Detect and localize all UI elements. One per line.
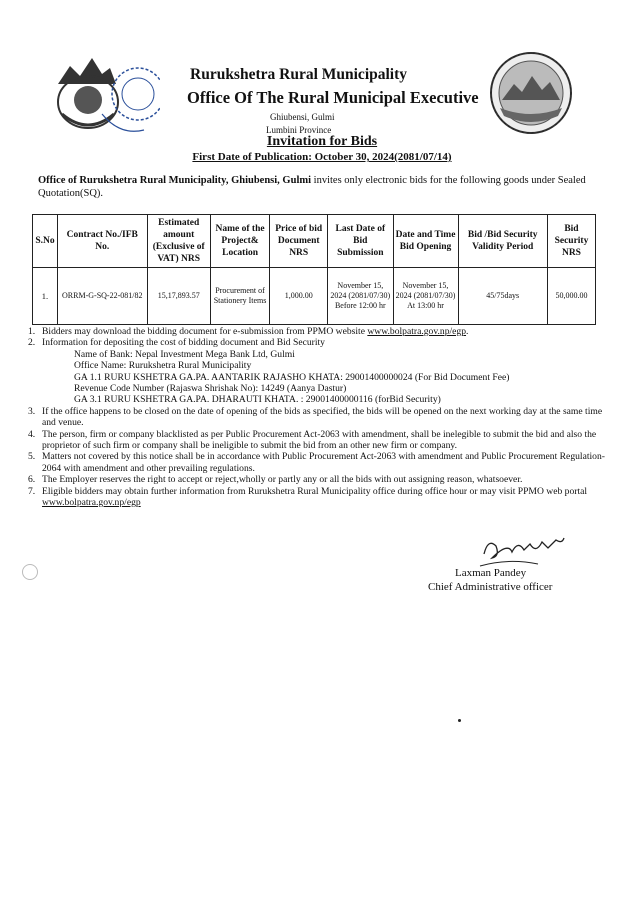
note-text: If the office happens to be closed on the date of opening of the bids as specified, the bids will be opened on the next working day at the same time and venue. [42,405,603,429]
table-cell: November 15, 2024 (2081/07/30) At 13:00 hr [393,268,458,325]
account-line-2: GA 3.1 RURU KSHETRA GA.PA. DHARAUTI KHATA. : 29001400000116 (forBid Security) [74,394,441,406]
col-header: Name of the Project& Location [210,215,270,268]
list-item [28,451,608,474]
intro-bold: Office of Rurukshetra Rural Municipality, Ghiubensi, Gulmi [38,175,312,186]
note-text: Matters not covered by this notice shall be in accordance with Public Procurement Act-2063 with amendment and Public Procurement Regulation-2064 with amendment and other prevailing regulations. [42,451,605,474]
note-text [42,486,608,509]
col-header: Price of bid Document NRS [270,215,328,268]
table-cell: 45/75days [458,268,547,325]
notice-title: Invitation for Bids [266,134,378,149]
ink-dot [458,719,461,722]
signatory-name: Laxman Pandey [455,567,527,579]
col-header: Contract No./IFB No. [57,215,147,268]
table-cell: November 15, 2024 (2081/07/30) Before 12:00 hr [328,268,393,325]
col-header: Last Date of Bid Submission [328,215,393,268]
col-header: Bid Security NRS [547,215,595,268]
note-number: 1. [28,326,36,337]
notes-list [28,326,608,509]
signatory-title: Chief Administrative officer [428,581,553,593]
note-7-text: Eligible bidders may obtain further information from Rurukshetra Rural Municipality office during office hour or may visit PPMO web portal [42,485,588,497]
col-header: Date and Time Bid Opening [393,215,458,268]
col-header: Bid /Bid Security Validity Period [458,215,547,268]
office-name-line: Office Name: Rurukshetra Rural Municipality [74,360,252,372]
municipality-name: Rurukshetra Rural Municipality [190,66,408,83]
table-cell: Procurement of Stationery Items [210,268,270,325]
list-item [28,474,608,485]
revenue-code-line: Revenue Code Number (Rajaswa Shrishak No): 14249 (Aanya Dastur) [74,383,347,395]
address-line-2: Lumbini Province [266,125,332,135]
bank-name-line: Name of Bank: Nepal Investment Mega Bank Ltd, Gulmi [74,348,295,360]
intro-paragraph [38,174,606,200]
note-text [42,326,608,337]
list-item [28,326,608,337]
list-item [28,486,608,509]
note-number: 7. [28,485,36,497]
note-text: The person, firm or company blacklisted as per Public Procurement Act-2063 with amendment, shall be inelegible to submit the bid and also the proprietor of such firm or company shall be ineligible to submit the bid from an other new firm or company. [42,428,597,452]
table-cell: 1. [33,268,58,325]
list-item [28,337,608,348]
punch-hole-mark [22,564,38,580]
municipality-logo-stamp [40,44,160,144]
table-cell: ORRM-G-SQ-22-081/82 [57,268,147,325]
col-header: Estimated amount (Exclusive of VAT) NRS [147,215,210,268]
note-1-end: . [466,326,469,337]
note-text: The Employer reserves the right to accept or reject,wholly or partly any or all the bids with out assigning reason, whatsoever. [42,474,523,486]
table-cell: 15,17,893.57 [147,268,210,325]
table-cell: 1,000.00 [270,268,328,325]
note-number: 2. [28,337,36,349]
ppmo-link[interactable]: www.bolpatra.gov.np/egp [367,326,467,337]
handwritten-signature [478,532,568,572]
note-1-text: Bidders may download the bidding document for e-submission from PPMO website [42,326,368,337]
note-number: 6. [28,474,36,486]
note-text: Information for depositing the cost of bidding document and Bid Security [42,337,325,349]
table-cell: 50,000.00 [547,268,595,325]
list-item [28,406,608,429]
list-item [28,429,608,452]
bids-table [32,214,596,325]
table-row [33,268,596,325]
note-number: 4. [28,428,36,440]
address-line-1: Ghiubensi, Gulmi [270,112,335,122]
publication-date: First Date of Publication: October 30, 2024(2081/07/14) [192,151,452,163]
note-number: 5. [28,451,36,463]
account-line-1: GA 1.1 RURU KSHETRA GA.PA. AANTARIK RAJASHO KHATA: 29001400000024 (For Bid Document Fee) [74,371,510,383]
ppmo-portal-link[interactable]: www.bolpatra.gov.np/egp [42,497,141,509]
intro-rest: invites only electronic bids for the following goods under Sealed Quotation(SQ). [38,175,586,199]
table-header-row [33,215,596,268]
office-name: Office Of The Rural Municipal Executive [187,88,479,107]
col-header: S.No [33,215,58,268]
note-number: 3. [28,405,36,417]
